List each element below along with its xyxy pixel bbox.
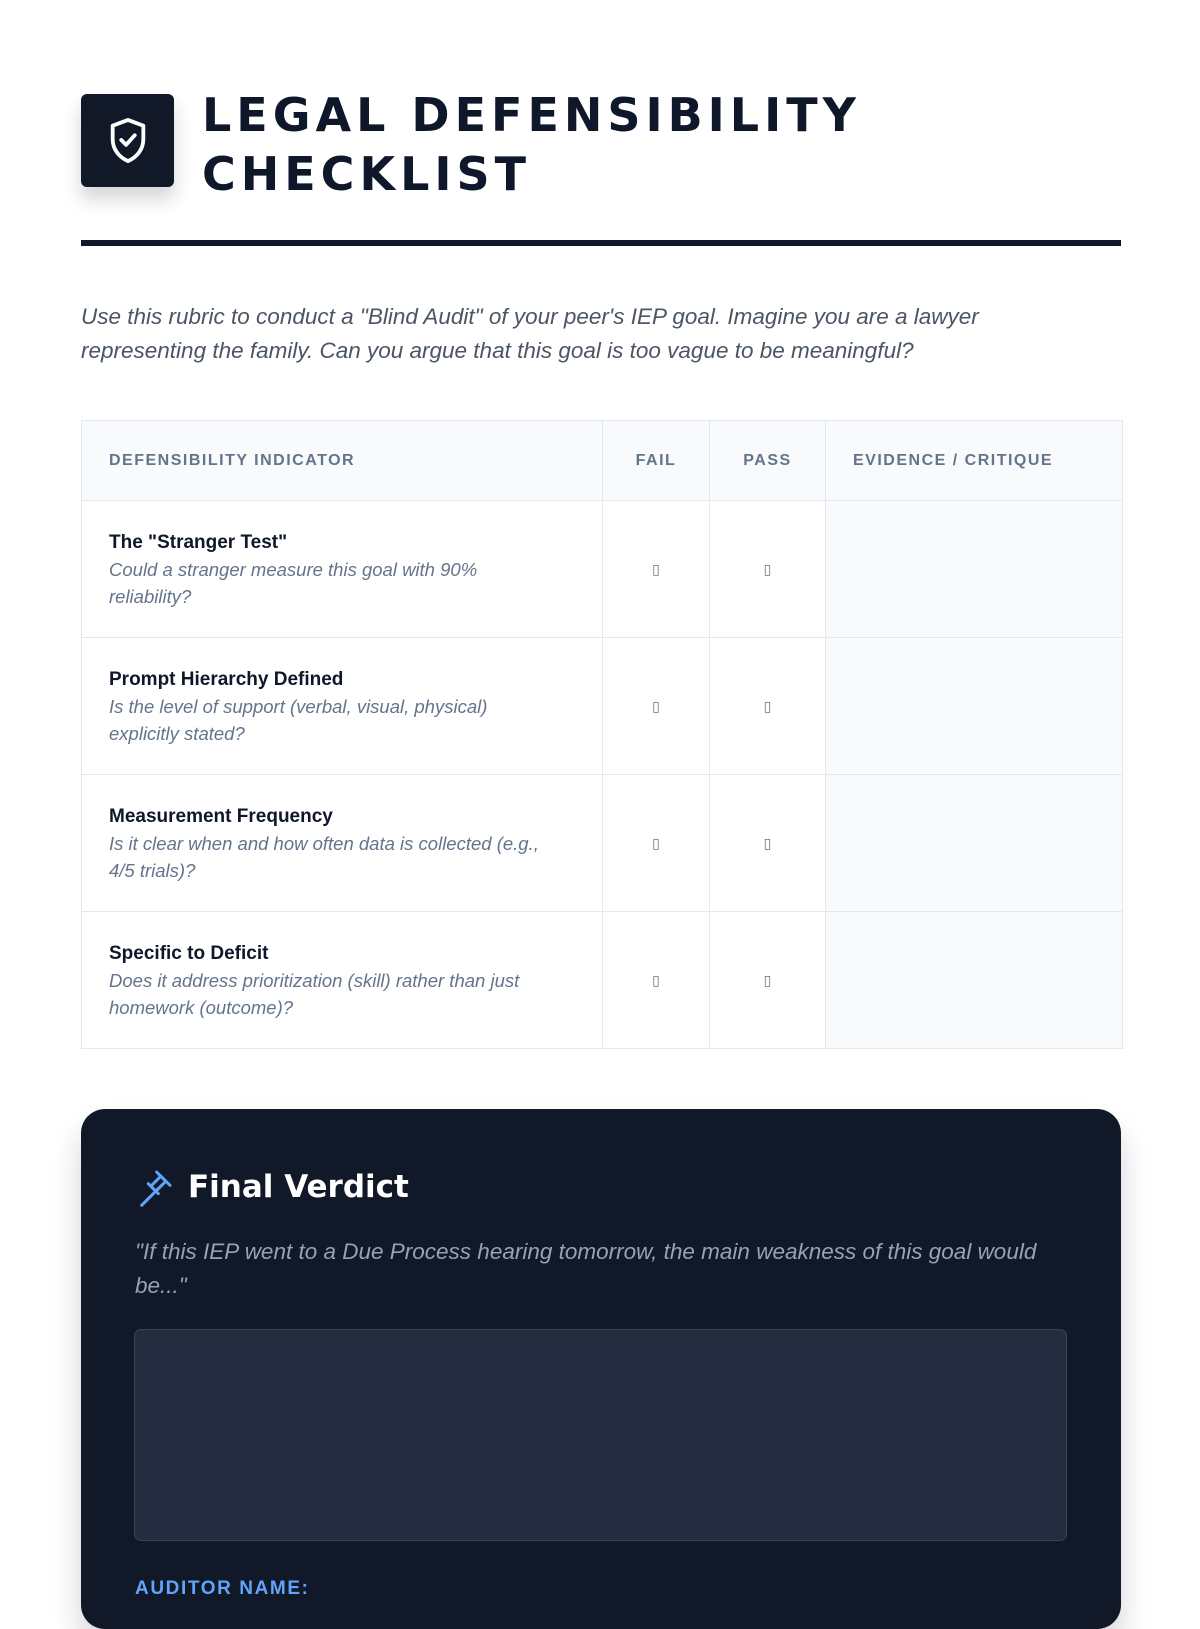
table-row <box>82 638 1123 775</box>
pass-checkbox[interactable]: ▯ <box>710 638 826 775</box>
final-verdict-card <box>81 1109 1121 1629</box>
gavel-icon <box>135 1167 175 1207</box>
pass-checkbox[interactable]: ▯ <box>710 501 826 638</box>
indicator-title: The "Stranger Test" <box>109 531 288 553</box>
verdict-prompt: "If this IEP went to a Due Process hearing tomorrow, the main weakness of this goal would be..." <box>135 1239 1037 1298</box>
fail-checkbox[interactable]: ▯ <box>603 912 710 1049</box>
indicator-description: Does it address prioritization (skill) rather than just homework (outcome)? <box>109 969 520 1018</box>
indicator-description: Is it clear when and how often data is collected (e.g., 4/5 trials)? <box>109 832 539 881</box>
shield-check-icon <box>105 116 151 166</box>
evidence-cell[interactable] <box>826 501 1123 638</box>
indicator-cell <box>82 501 603 638</box>
header <box>81 86 1121 201</box>
indicator-title: Specific to Deficit <box>109 942 269 964</box>
fail-checkbox[interactable]: ▯ <box>603 638 710 775</box>
column-header-pass: PASS <box>710 421 826 501</box>
header-divider <box>81 240 1121 246</box>
evidence-cell[interactable] <box>826 775 1123 912</box>
intro-text: Use this rubric to conduct a "Blind Audit" of your peer's IEP goal. Imagine you are a lawyer representing the family. Can you argue that this goal is too vague to be meaningful? <box>81 304 979 363</box>
auditor-name-label: AUDITOR NAME: <box>135 1578 310 1599</box>
indicator-title: Measurement Frequency <box>109 805 333 827</box>
indicator-description: Is the level of support (verbal, visual, physical) explicitly stated? <box>109 695 488 744</box>
column-header-fail: FAIL <box>603 421 710 501</box>
table-row <box>82 775 1123 912</box>
table-row <box>82 501 1123 638</box>
indicator-description: Could a stranger measure this goal with 90% reliability? <box>109 558 478 607</box>
indicator-title: Prompt Hierarchy Defined <box>109 668 344 690</box>
column-header-evidence: EVIDENCE / CRITIQUE <box>826 421 1123 501</box>
indicator-cell <box>82 638 603 775</box>
verdict-title: Final Verdict <box>188 1169 409 1205</box>
table-header-row <box>82 421 1123 501</box>
pass-checkbox[interactable]: ▯ <box>710 912 826 1049</box>
logo <box>81 94 174 187</box>
indicator-cell <box>82 912 603 1049</box>
indicator-cell <box>82 775 603 912</box>
evidence-cell[interactable] <box>826 638 1123 775</box>
pass-checkbox[interactable]: ▯ <box>710 775 826 912</box>
verdict-textarea[interactable] <box>134 1329 1067 1541</box>
table-row <box>82 912 1123 1049</box>
page-title: LEGAL DEFENSIBILITY CHECKLIST <box>202 88 861 201</box>
fail-checkbox[interactable]: ▯ <box>603 775 710 912</box>
column-header-indicator: DEFENSIBILITY INDICATOR <box>82 421 603 501</box>
fail-checkbox[interactable]: ▯ <box>603 501 710 638</box>
evidence-cell[interactable] <box>826 912 1123 1049</box>
rubric-table <box>81 420 1123 1049</box>
